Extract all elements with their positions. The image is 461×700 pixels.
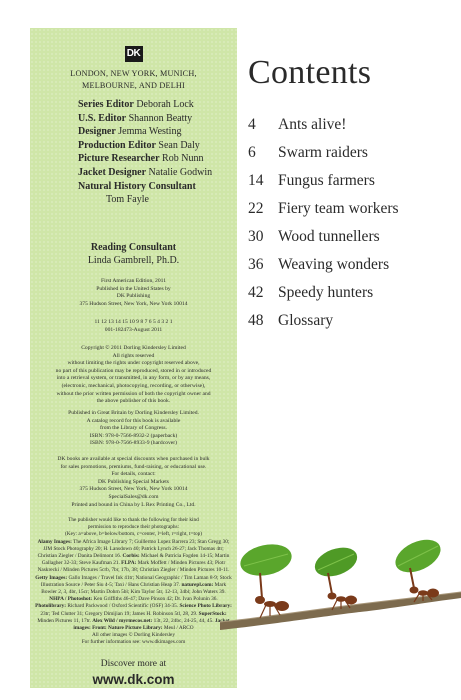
contents-item[interactable] xyxy=(248,172,458,192)
contents-page-number: 22 xyxy=(248,200,264,217)
ant-jaw xyxy=(260,573,262,598)
acks-entries xyxy=(34,539,233,633)
credit-name: Shannon Beatty xyxy=(128,112,193,124)
copyright-line: the above publisher of this book. xyxy=(96,398,171,405)
credit-line xyxy=(78,180,237,207)
contents-title: Contents xyxy=(248,54,372,91)
ant-head xyxy=(255,596,265,604)
special-line: 375 Hudson Street, New York, New York 10014 xyxy=(79,486,188,493)
edition-line: DK Publishing xyxy=(116,293,151,300)
acks-source: Alex Wild / myrmecos.net: xyxy=(92,617,153,624)
acks-source: Jacket images: Front: Nature Picture Library: xyxy=(73,617,230,632)
acks-credit: The Africa Image Library 7; Guillermo Lopez Barrera 23; Stan Gregg 30; JJM Stock Photography 20; H. Lansdown 40; Patrick Lynch 26-27; Jack Thomas 4tr; Christian Ziegler / Danita Delimont 16. xyxy=(37,538,230,560)
contents-item[interactable] xyxy=(248,200,458,220)
reading-consultant xyxy=(30,241,237,267)
credit-line xyxy=(78,98,237,112)
publication-info xyxy=(36,410,231,448)
contents-item[interactable] xyxy=(248,116,458,136)
reading-consultant-name: Linda Gambrell, Ph.D. xyxy=(87,255,180,266)
credit-role: Designer xyxy=(78,126,116,138)
publication-line: Published in Great Britain by Dorling Kindersley Limited. xyxy=(68,410,199,416)
special-line: Printed and bound in China by L Rex Printing Co., Ltd. xyxy=(71,501,196,508)
publication-line: A catalog record for this book is available xyxy=(86,417,181,424)
contents-chapter-title: Ants alive! xyxy=(278,116,347,133)
contents-page-number: 6 xyxy=(248,144,256,161)
credit-role: Series Editor xyxy=(78,99,134,110)
credit-name: Rob Nunn xyxy=(162,153,204,165)
acks-credit: Mark Bowler 2, 3, 4br, 15cr; Martin Dohrn 5bl; Kim Taylor 5tr, 12-13, 34bl; John Waters 39. xyxy=(41,581,227,596)
acks-credit: Richard Packwood / Oxford Scientific (OSF) 34-35. xyxy=(67,603,179,610)
contents-item[interactable] xyxy=(248,228,458,248)
special-line: for sales promotions, premiums, fund-raising, or educational use. xyxy=(60,463,207,470)
credit-role: Natural History Consultant xyxy=(78,180,196,192)
acks-credit: Ken Griffiths 46-47; Dave Pinson 42; Dr. Ivan Polunin 36. xyxy=(93,596,218,603)
credit-line xyxy=(78,152,237,166)
print-line-text: 11 12 13 14 15 10 9 8 7 6 5 4 3 2 1 xyxy=(94,319,173,325)
credit-name: Natalie Godwin xyxy=(148,166,213,178)
edition-line: First American Edition, 2011 xyxy=(100,278,167,284)
contents-page-number: 30 xyxy=(248,228,264,245)
acks-credit: Gallo Images / Travel Ink 41tr; National Geographic / Tim Laman 8-9; Stock Illustration Source / Peter Siu 4-5; Taxi / Hans Christian Heap 37. xyxy=(40,574,232,588)
discover-label: Discover more at xyxy=(100,659,167,669)
edition-line: 375 Hudson Street, New York, New York 10014 xyxy=(79,300,188,307)
credit-line xyxy=(78,139,237,153)
acks-source: Photolibrary: xyxy=(35,603,67,610)
leaf xyxy=(390,538,445,579)
credit-name: Tom Fayle xyxy=(106,194,149,206)
acks-outro-line: For further information see: www.dkimages.com xyxy=(81,639,186,646)
reading-consultant-role: Reading Consultant xyxy=(90,242,177,253)
credit-role: Jacket Designer xyxy=(78,166,147,178)
contents-chapter-title: Weaving wonders xyxy=(278,256,390,273)
contents-page-number: 36 xyxy=(248,256,264,273)
contents-item[interactable] xyxy=(248,284,458,304)
acks-key-line: (Key: a=above, b=below/bottom, c=center, l=left, r=right, t=top) xyxy=(65,531,202,538)
credit-role: U.S. Editor xyxy=(78,112,127,124)
acks-source: FLPA: xyxy=(121,560,137,567)
ant-with-leaf xyxy=(237,540,294,618)
credit-role: Picture Researcher xyxy=(78,153,160,165)
cities-line: LONDON, NEW YORK, MUNICH, xyxy=(70,69,197,78)
isbn-paperback: ISBN: 978-0-7566-8932-2 (paperback) xyxy=(89,432,178,439)
website-link[interactable]: www.dk.com xyxy=(92,672,175,687)
copyright-line: (electronic, mechanical, photocopying, recording, or otherwise), xyxy=(61,382,206,389)
acks-source: Alamy Images: xyxy=(37,538,72,545)
acks-intro-line: permission to reproduce their photographs: xyxy=(87,524,180,531)
credit-line xyxy=(78,112,237,126)
special-line: For details, contact: xyxy=(111,471,156,478)
credit-line xyxy=(78,166,237,180)
contents-chapter-title: Wood tunnellers xyxy=(278,228,380,245)
credits-list xyxy=(78,98,237,207)
ant-thorax xyxy=(418,590,428,596)
imprint-panel xyxy=(30,28,237,688)
acks-credit: Minden Pictures 11, 17tr. xyxy=(37,617,91,624)
credit-name: Jemma Westing xyxy=(118,126,182,138)
acks-source: SuperStock: xyxy=(198,610,227,617)
ant-head xyxy=(410,587,419,594)
copyright-line: without the prior written permission of both the copyright owner and xyxy=(56,390,211,397)
contents-chapter-title: Fungus farmers xyxy=(278,172,375,189)
print-line xyxy=(30,319,237,334)
publication-line: from the Library of Congress. xyxy=(100,425,167,432)
credit-name: Sean Daly xyxy=(158,139,200,151)
copyright-line: All rights reserved xyxy=(112,352,155,359)
acks-credit: Meul / ARCO xyxy=(163,625,194,632)
copyright-line: without limiting the rights under copyright reserved above, xyxy=(67,360,200,367)
publisher-cities xyxy=(30,68,237,92)
ant-thorax xyxy=(336,596,346,602)
acks-source: Science Photo Library: xyxy=(179,603,232,610)
acks-credit: 23tr; Ted Clutter 31; Gregory Dimijian 19; James H. Robinson 5tl, 28, 29. xyxy=(40,610,198,617)
contents-item[interactable] xyxy=(248,256,458,276)
dk-logo: DK xyxy=(125,46,143,62)
edition-line: Published in the United States by xyxy=(96,285,171,292)
leafcutter-ants-illustration xyxy=(220,538,461,638)
acks-intro-line: The publisher would like to thank the following for their kind xyxy=(68,517,199,523)
copyright-line: into a retrieval system, or transmitted, in any form, or by any means, xyxy=(56,375,211,382)
contents-item[interactable] xyxy=(248,312,458,332)
contents-page-number: 42 xyxy=(248,284,264,301)
acks-source: NHPA / Photoshot: xyxy=(49,596,93,603)
copyright-notice xyxy=(36,345,231,406)
contents-item[interactable] xyxy=(248,144,458,164)
acks-source: Getty Images: xyxy=(35,574,68,581)
acks-source: Corbis: xyxy=(122,553,140,560)
acks-credit: 13t, 22, 24bc, 24-25, 44, 45. xyxy=(153,617,214,624)
picture-acknowledgements xyxy=(34,517,233,647)
contents-page-number: 14 xyxy=(248,172,264,189)
contents-chapter-title: Glossary xyxy=(278,312,334,329)
contents-page-number: 48 xyxy=(248,312,264,329)
acks-source: naturepl.com: xyxy=(181,581,214,588)
credit-role: Production Editor xyxy=(78,139,156,151)
contents-chapter-title: Fiery team workers xyxy=(278,200,399,217)
cities-line: MELBOURNE, AND DELHI xyxy=(82,81,185,90)
special-line: DK Publishing Special Markets xyxy=(97,478,169,485)
ant-with-leaf xyxy=(311,542,361,610)
acks-credit: Michael & Patricia Fogden 14-15; Martin Gallagher 32-33; Steve Kaufman 21. xyxy=(41,553,230,567)
contents-chapter-title: Swarm raiders xyxy=(278,144,368,161)
special-markets-info xyxy=(36,456,231,509)
acks-credit: Mark Moffett / Minden Pictures 43; Piotr Naskrecki / Minden Pictures 5crb, 7br, 17b, 38; Christian Ziegler / Minden Pictures 10-11. xyxy=(37,560,230,574)
contents-page-number: 4 xyxy=(248,116,256,133)
copyright-line: Copyright © 2011 Dorling Kindersley Limited xyxy=(81,345,186,351)
acks-outro-line: All other images © Dorling Kindersley xyxy=(91,632,176,639)
ant-head xyxy=(328,593,337,600)
ant-with-leaf xyxy=(390,538,445,602)
edition-info xyxy=(30,278,237,308)
credit-name: Deborah Lock xyxy=(136,99,194,110)
credit-line xyxy=(78,125,237,139)
copyright-line: no part of this publication may be reproduced, stored in or introduced xyxy=(55,367,212,374)
contents-chapter-title: Speedy hunters xyxy=(278,284,374,301)
print-line-text: 001-182473-August 2011 xyxy=(104,326,163,333)
special-line: DK books are available at special discounts when purchased in bulk xyxy=(57,456,210,462)
special-sales-email: SpecialSales@dk.com xyxy=(108,493,159,500)
isbn-hardcover: ISBN: 978-0-7566-8933-9 (hardcover) xyxy=(90,440,177,447)
